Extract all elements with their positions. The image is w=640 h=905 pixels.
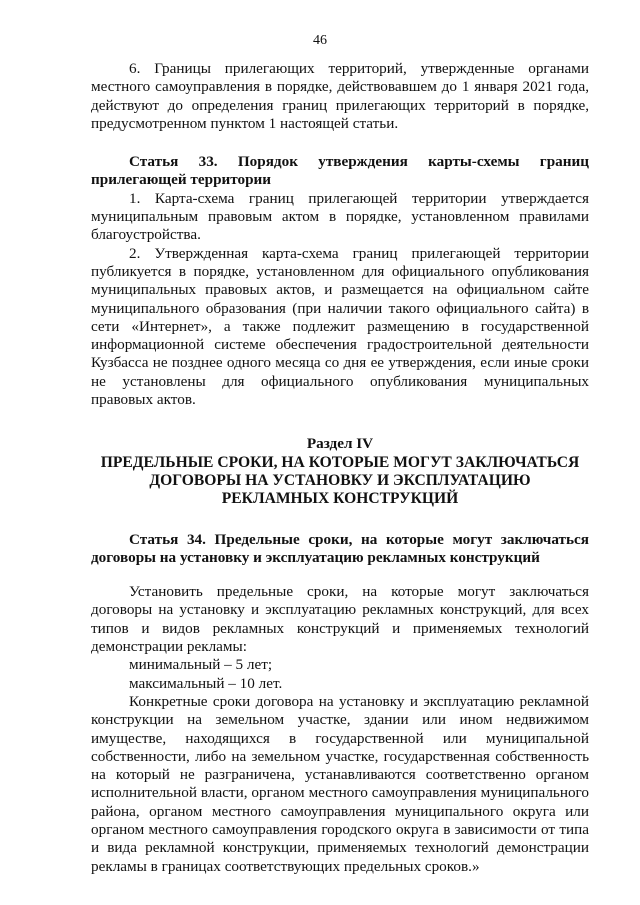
document-body [91, 60, 589, 876]
section-heading [91, 435, 589, 508]
section-title-line-3: РЕКЛАМНЫХ КОНСТРУКЦИЙ [221, 490, 459, 508]
section-title-line-2: ДОГОВОРЫ НА УСТАНОВКУ И ЭКСПЛУАТАЦИЮ [149, 471, 531, 489]
article-34-intro: Установить предельные сроки, на которые могут заключаться договоры на установку и эксплуатацию рекламных конструкций, для всех типов и видов рекламных конструкций и применяемых технологий демонстрации рекламы: [91, 583, 589, 656]
section-label: Раздел IV [306, 435, 374, 453]
section-title-line-1: ПРЕДЕЛЬНЫЕ СРОКИ, НА КОТОРЫЕ МОГУТ ЗАКЛЮЧАТЬСЯ [100, 453, 580, 471]
term-maximum: максимальный – 10 лет. [129, 674, 283, 692]
article-33-item-1: 1. Карта-схема границ прилегающей территории утверждается муниципальным правовым актом в порядке, установленном правилами благоустройства. [91, 189, 589, 244]
article-33-heading: Статья 33. Порядок утверждения карты-схемы границ прилегающей территории [91, 153, 589, 189]
term-minimum: минимальный – 5 лет; [129, 656, 273, 674]
article-33-item-2: 2. Утвержденная карта-схема границ прилегающей территории публикуется в порядке, установленном для официального опубликования муниципальных правовых актов, и размещается на официальном сайте муниципального образования (при наличии такого официального сайта) в сети «Интернет», а также подлежит размещению в государственной информационной системе обеспечения градостроительной деятельности Кузбасса не позднее одного месяца со дня ее утверждения, если иные сроки не установлены для официального опубликования муниципальных правовых актов. [91, 244, 589, 409]
paragraph-item-6: 6. Границы прилегающих территорий, утвержденные органами местного самоуправления в порядке, действовавшем до 1 января 2021 года, действуют до определения границ прилегающих территорий в порядке, предусмотренном пунктом 1 настоящей статьи. [91, 60, 589, 132]
article-34-heading: Статья 34. Предельные сроки, на которые могут заключаться договоры на установку и эксплуатацию рекламных конструкций [91, 530, 589, 566]
article-34-specific-terms: Конкретные сроки договора на установку и эксплуатацию рекламной конструкции на земельном участке, здании или ином недвижимом имуществе, находящихся в государственной или муниципальной собственности, либо на земельном участке, государственная собственность на который не разграничена, устанавливаются соответственно органом исполнительной власти, органом местного самоуправления муниципального района, органом местного самоуправления муниципального округа или органом местного самоуправления городского округа в зависимости от типа и вида рекламной конструкции, применяемых технологий демонстрации рекламы в границах соответствующих предельных сроков.» [91, 692, 589, 875]
page-number: 46 [313, 33, 327, 48]
